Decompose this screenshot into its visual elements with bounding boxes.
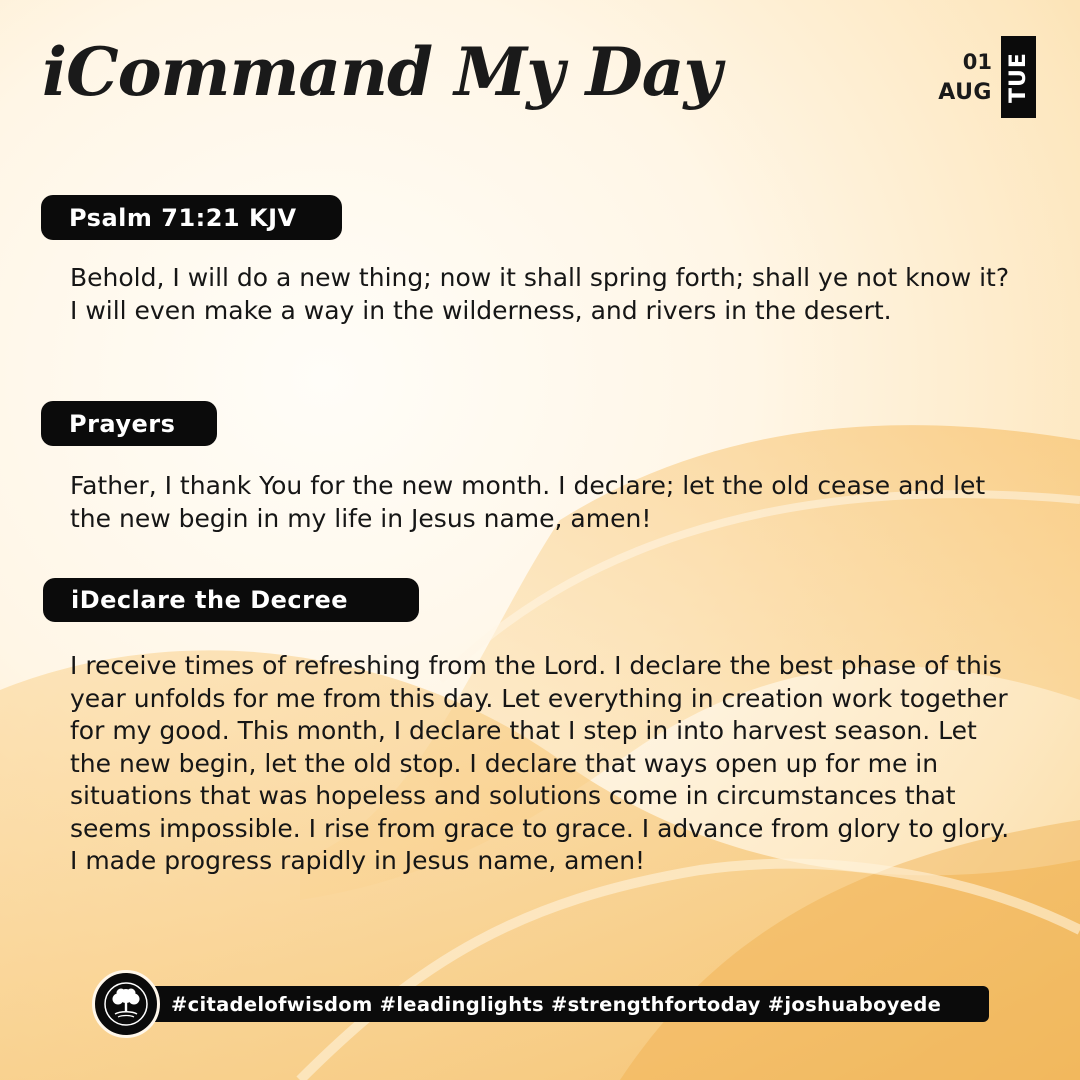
tree-logo-icon [92, 970, 160, 1038]
prayer-text: Father, I thank You for the new month. I declare; let the old cease and let the new begin in my life in Jesus name, amen! [70, 471, 986, 533]
date-weekday-label: TUE [1006, 51, 1031, 103]
date-badge [928, 36, 1036, 118]
declaration-heading-label: iDeclare the Decree [43, 578, 419, 622]
tree-logo-graphic [103, 981, 149, 1027]
date-weekday-tab [1001, 36, 1036, 118]
scripture-reference-label: Psalm 71:21 KJV [41, 195, 342, 240]
date-month: AUG [938, 80, 992, 105]
date-day: 01 [962, 50, 992, 74]
hashtag-bar [140, 986, 989, 1022]
prayers-heading-label: Prayers [41, 401, 217, 446]
declaration-text: I receive times of refreshing from the Lord. I declare the best phase of this year unfolds for me from this day. Let everything in creation work together for my good. This month, I declare that I step in into harvest season. Let the new begin, let the old stop. I declare that ways open up for me in situations that was hopeless and solutions come in circumstances that seems impossible. I rise from grace to grace. I advance from glory to glory. I made progress rapidly in Jesus name, amen! [70, 651, 1010, 875]
scripture-text: Behold, I will do a new thing; now it shall spring forth; shall ye not know it? I will even make a way in the wilderness, and rivers in the desert. [70, 263, 1010, 325]
hashtags-text: #citadelofwisdom #leadinglights #strengthfortoday #joshuaboyede [171, 992, 942, 1016]
page-title: iCommand My Day [42, 33, 721, 111]
